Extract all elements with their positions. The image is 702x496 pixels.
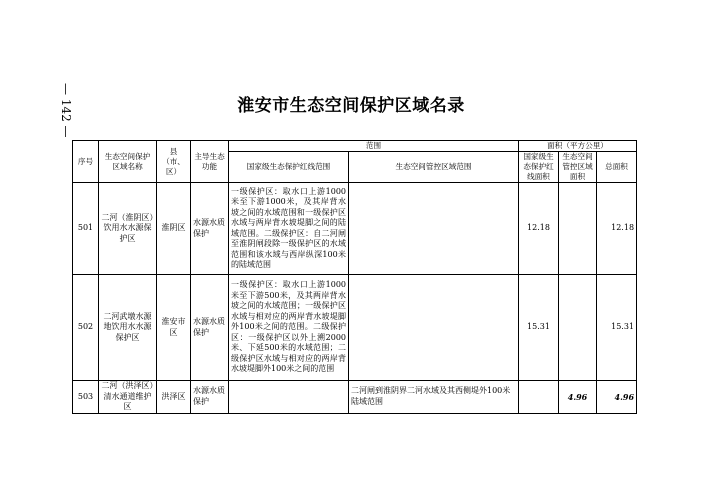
table-row [73, 275, 637, 381]
row-area-name: 二河武墩水源地饮用水水源保护区 [99, 275, 157, 381]
row-county: 淮安市区 [157, 275, 191, 381]
protected-area-table [72, 140, 637, 414]
header-red-line-area: 国家级生态保护红线面积 [519, 152, 559, 183]
row-red-line-scope: 一级保护区：取水口上游1000米至下游500米，及其两岸背水坡之间的水域范围；一级保护区水域与相对应的两岸背水坡堤脚外100米之间的范围。二级保护区：一级保护区以外上溯2000米、下延500米的水域范围；二级保护区水域与相对应的两岸背水坡堤脚外100米之间的范围 [229, 275, 349, 381]
header-area-name: 生态空间保护区域名称 [99, 141, 157, 183]
document-title: 淮安市生态空间保护区域名录 [237, 96, 465, 116]
header-scope: 范围 [229, 141, 519, 152]
row-area-name: 二河（淮阴区）饮用水水源保护区 [99, 183, 157, 275]
header-area-group: 面积（平方公里） [519, 141, 637, 152]
row-seq: 503 [73, 381, 99, 414]
table-row [73, 381, 637, 414]
row-function: 水源水质保护 [191, 183, 229, 275]
row-seq: 501 [73, 183, 99, 275]
header-row-1 [73, 141, 637, 152]
row-control-scope [349, 275, 519, 381]
row-county: 淮阴区 [157, 183, 191, 275]
row-control-area [559, 275, 597, 381]
row-control-scope [349, 183, 519, 275]
row-control-area: 4.96 [559, 381, 597, 414]
row-total-area: 15.31 [597, 275, 637, 381]
row-red-line-area [519, 381, 559, 414]
row-total-area: 12.18 [597, 183, 637, 275]
row-seq: 502 [73, 275, 99, 381]
row-area-name: 二河（洪泽区）清水通道维护区 [99, 381, 157, 414]
header-county: 县（市、区） [157, 141, 191, 183]
header-control-area: 生态空间管控区域面积 [559, 152, 597, 183]
row-function: 水源水质保护 [191, 275, 229, 381]
header-total-area: 总面积 [597, 152, 637, 183]
row-control-area [559, 183, 597, 275]
row-red-line-scope [229, 381, 349, 414]
row-red-line-area: 15.31 [519, 275, 559, 381]
row-control-scope: 二河闸到淮阴界二河水域及其西侧堤外100米陆域范围 [349, 381, 519, 414]
row-red-line-scope: 一级保护区：取水口上游1000米至下游1000米，及其岸背水坡之间的水域范围和一级保护区水域与两岸背水坡堤脚之间的陆域范围。二级保护区：自二河闸至淮阴闸段除一级保护区的水域范围和该水域与西岸纵深100米的陆域范围 [229, 183, 349, 275]
table-row [73, 183, 637, 275]
row-total-area: 4.96 [597, 381, 637, 414]
page-number: — 142 — [59, 82, 73, 138]
header-seq: 序号 [73, 141, 99, 183]
row-county: 洪泽区 [157, 381, 191, 414]
row-red-line-area: 12.18 [519, 183, 559, 275]
header-control-scope: 生态空间管控区域范围 [349, 152, 519, 183]
row-function: 水源水质保护 [191, 381, 229, 414]
header-red-line-scope: 国家级生态保护红线范围 [229, 152, 349, 183]
header-function: 主导生态功能 [191, 141, 229, 183]
